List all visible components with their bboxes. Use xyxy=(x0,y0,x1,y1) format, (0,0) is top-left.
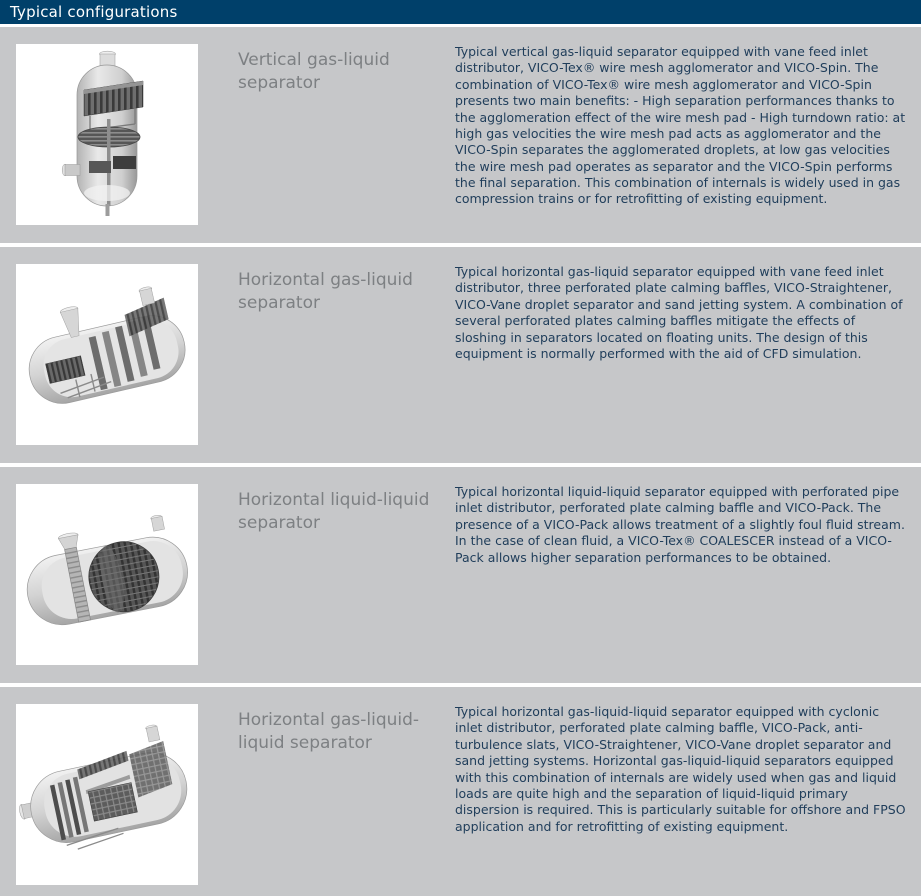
row-title: Horizontal liquid-liquid separator xyxy=(238,490,430,533)
row-description: Typical horizontal gas-liquid separator equipped with vane feed inlet distributor, three perforated plate calming baffles, VICO-Straightener, VICO-Vane droplet separator and sand jetting system. A combination of several perforated plates calming baffles mitigate the effects of sloshing in separators located on floating units. The design of this equipment is normally performed with the aid of CFD simulation. xyxy=(455,264,903,361)
separator-image-box xyxy=(16,44,198,225)
horizontal-liquid-liquid-separator-image xyxy=(16,484,198,665)
row-title: Horizontal gas-liquid-liquid separator xyxy=(238,710,420,753)
config-row-vertical-gas-liquid xyxy=(0,27,921,243)
row-description: Typical horizontal liquid-liquid separator equipped with perforated pipe inlet distributor, perforated plate calming baffle and VICO-Pack. The presence of a VICO-Pack allows treatment of a slightly foul fluid stream. In the case of clean fluid, a VICO-Tex® COALESCER instead of a VICO-Pack allows higher separation performances to be obtained. xyxy=(455,484,905,565)
separator-image-box xyxy=(16,704,198,885)
vertical-gas-liquid-separator-image xyxy=(16,44,198,225)
config-row-horizontal-gas-liquid xyxy=(0,247,921,463)
row-description: Typical horizontal gas-liquid-liquid separator equipped with cyclonic inlet distributor, perforated plate calming baffle, VICO-Pack, anti-turbulence slats, VICO-Straightener, VICO-Vane droplet separator and sand jetting systems. Horizontal gas-liquid-liquid separators equipped with this combination of internals are widely used when gas and liquid loads are quite high and the separation of liquid-liquid primary dispersion is required. This is particularly suitable for offshore and FPSO application and for retrofitting of existing equipment. xyxy=(455,704,906,834)
config-row-horizontal-gas-liquid-liquid xyxy=(0,687,921,896)
page-header xyxy=(0,0,921,24)
horizontal-gas-liquid-liquid-separator-image xyxy=(16,704,198,885)
row-description: Typical vertical gas-liquid separator equipped with vane feed inlet distributor, VICO-Tex® wire mesh agglomerator and VICO-Spin. The combination of VICO-Tex® wire mesh agglomerator and VICO-Spin presents two main benefits: - High separation performances thanks to the agglomeration effect of the wire mesh pad - High turndown ratio: at high gas velocities the wire mesh pad acts as agglomerator and the VICO-Spin separates the agglomerated droplets, at low gas velocities the wire mesh pad operates as separator and the VICO-Spin performs the final separation. This combination of internals is widely used in gas compression trains or for retrofitting of existing equipment. xyxy=(455,44,906,207)
row-title: Horizontal gas-liquid separator xyxy=(238,270,413,313)
row-title: Vertical gas-liquid separator xyxy=(238,50,390,93)
config-row-horizontal-liquid-liquid xyxy=(0,467,921,683)
horizontal-gas-liquid-separator-image xyxy=(16,264,198,445)
page-title: Typical configurations xyxy=(10,3,178,21)
separator-image-box xyxy=(16,264,198,445)
separator-image-box xyxy=(16,484,198,665)
